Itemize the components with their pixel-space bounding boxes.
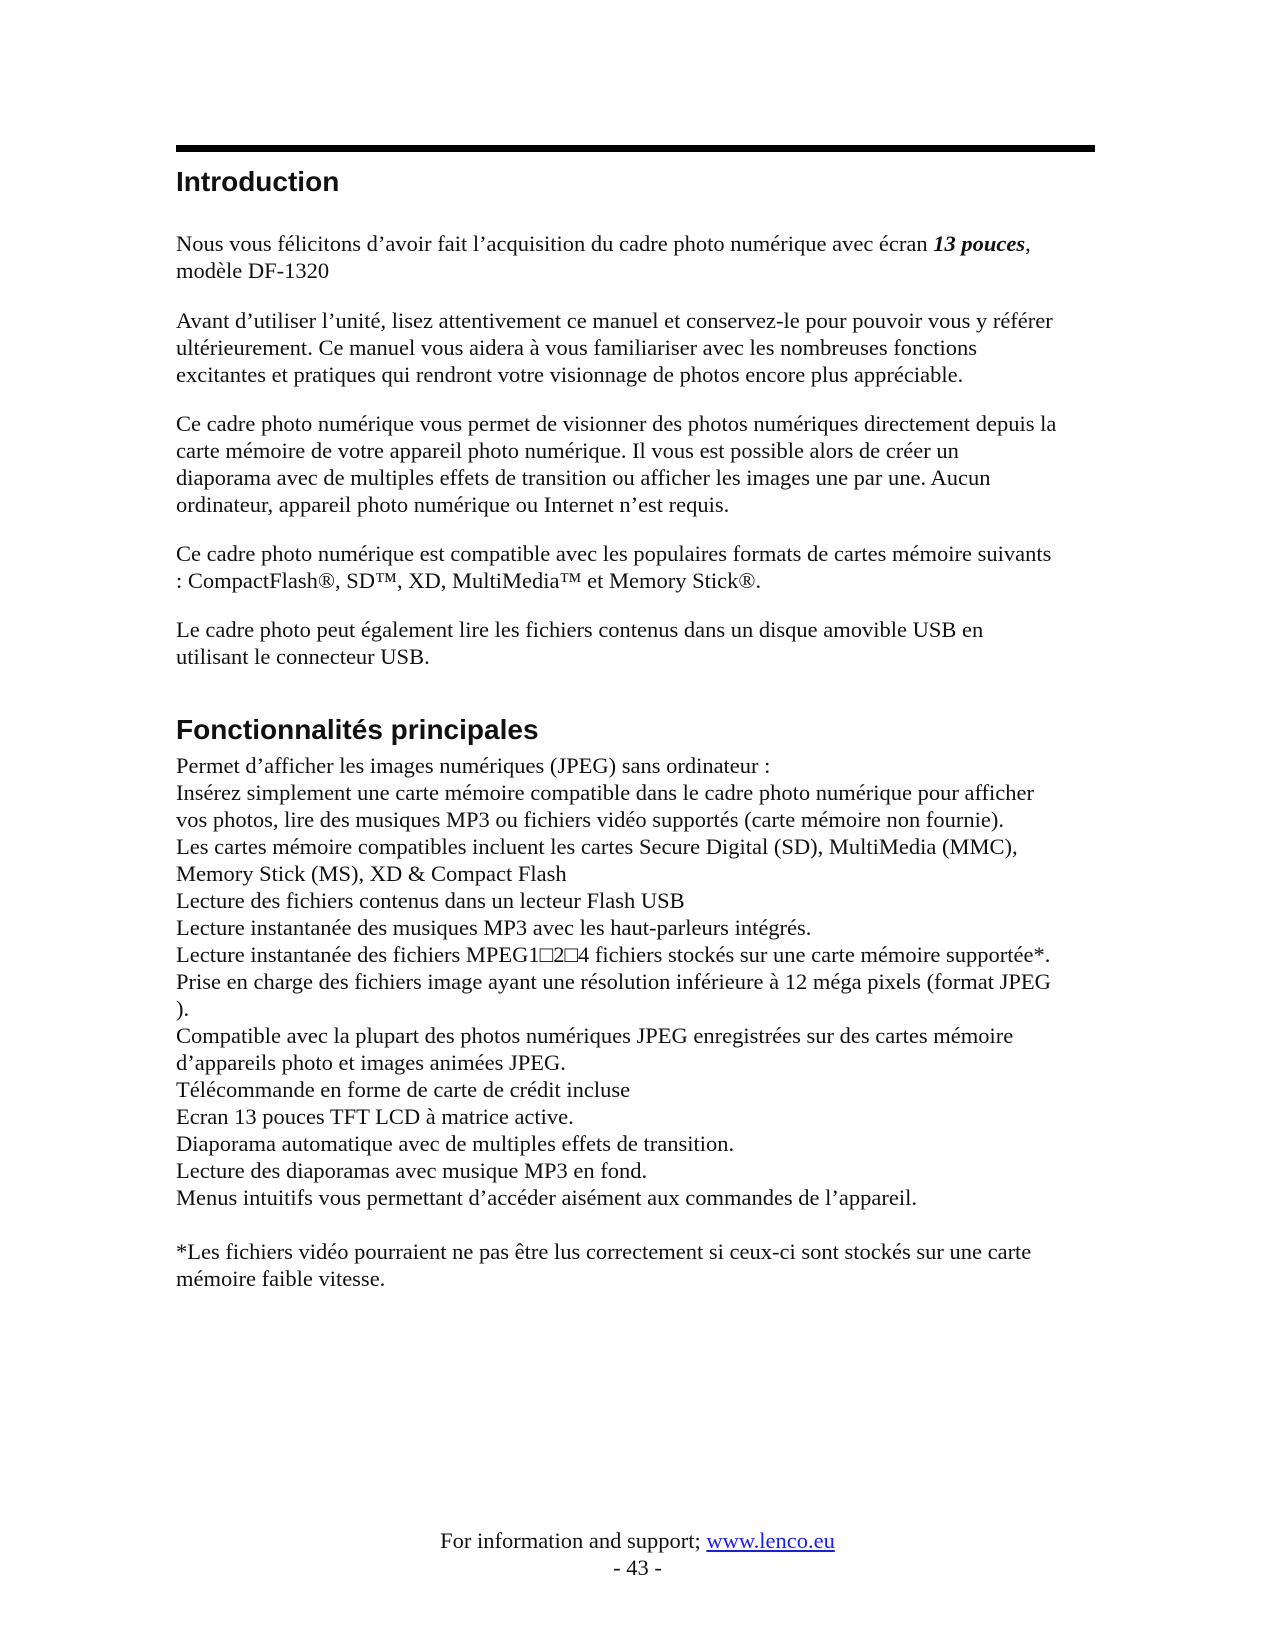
feature-line: Diaporama automatique avec de multiples effets de transition. bbox=[176, 1131, 735, 1156]
footer-support-text: For information and support; bbox=[440, 1528, 707, 1553]
feature-line: Télécommande en forme de carte de crédit incluse bbox=[176, 1077, 631, 1102]
website-link[interactable]: www.lenco.eu bbox=[706, 1528, 835, 1553]
intro-p1-tail: , modèle DF-1320 bbox=[176, 231, 1031, 283]
screen-size-emphasis: 13 pouces bbox=[933, 231, 1026, 256]
feature-line: Lecture des fichiers contenus dans un lecteur Flash USB bbox=[176, 888, 685, 913]
footer-support bbox=[0, 1527, 1275, 1554]
feature-line: Les cartes mémoire compatibles incluent les cartes Secure Digital (SD), MultiMedia (MMC), Memory Stick (MS), XD & Compact Flash bbox=[176, 834, 1018, 886]
feature-line: Ecran 13 pouces TFT LCD à matrice active. bbox=[176, 1104, 574, 1129]
intro-paragraph-5: Le cadre photo peut également lire les fichiers contenus dans un disque amovible USB en utilisant le connecteur USB. bbox=[176, 617, 984, 669]
feature-line: Prise en charge des fichiers image ayant une résolution inférieure à 12 méga pixels (format JPEG ). bbox=[176, 969, 1051, 1021]
feature-line: Lecture instantanée des musiques MP3 avec les haut-parleurs intégrés. bbox=[176, 915, 812, 940]
header-rule bbox=[176, 145, 1095, 152]
intro-paragraph-2: Avant d’utiliser l’unité, lisez attentivement ce manuel et conservez-le pour pouvoir vous y référer ultérieurement. Ce manuel vous aidera à vous familiariser avec les nombreuses fonctions excitantes et pratiques qui rendront votre visionnage de photos encore plus appréciable. bbox=[176, 308, 1053, 387]
footnote: *Les fichiers vidéo pourraient ne pas être lus correctement si ceux-ci sont stockés sur une carte mémoire faible vitesse. bbox=[176, 1239, 1032, 1291]
intro-paragraph-4: Ce cadre photo numérique est compatible avec les populaires formats de cartes mémoire suivants : CompactFlash®, SD™, XD, MultiMedia™ et Memory Stick®. bbox=[176, 541, 1052, 593]
section-title-introduction: Introduction bbox=[176, 166, 340, 197]
feature-line: Compatible avec la plupart des photos numériques JPEG enregistrées sur des cartes mémoire d’appareils photo et images animées JPEG. bbox=[176, 1023, 1014, 1075]
feature-line: Menus intuitifs vous permettant d’accéder aisément aux commandes de l’appareil. bbox=[176, 1185, 917, 1210]
page-number: - 43 - bbox=[613, 1555, 662, 1580]
feature-line: Insérez simplement une carte mémoire compatible dans le cadre photo numérique pour afficher vos photos, lire des musiques MP3 ou fichiers vidéo supportés (carte mémoire non fournie). bbox=[176, 780, 1034, 832]
feature-line: Permet d’afficher les images numériques (JPEG) sans ordinateur : bbox=[176, 753, 771, 778]
intro-paragraph-1 bbox=[176, 230, 1106, 284]
intro-p1-text: Nous vous félicitons d’avoir fait l’acquisition du cadre photo numérique avec écran bbox=[176, 231, 934, 256]
features-list bbox=[176, 752, 1111, 1292]
feature-line: Lecture des diaporamas avec musique MP3 en fond. bbox=[176, 1158, 648, 1183]
intro-paragraph-3: Ce cadre photo numérique vous permet de visionner des photos numériques directement depuis la carte mémoire de votre appareil photo numérique. Il vous est possible alors de créer un diaporama avec de multiples effets de transition ou afficher les images une par une. Aucun ordinateur, appareil photo numérique ou Internet n’est requis. bbox=[176, 411, 1057, 517]
feature-line: Lecture instantanée des fichiers MPEG1□2□4 fichiers stockés sur une carte mémoire supportée*. bbox=[176, 942, 1051, 967]
section-title-features: Fonctionnalités principales bbox=[176, 714, 539, 745]
